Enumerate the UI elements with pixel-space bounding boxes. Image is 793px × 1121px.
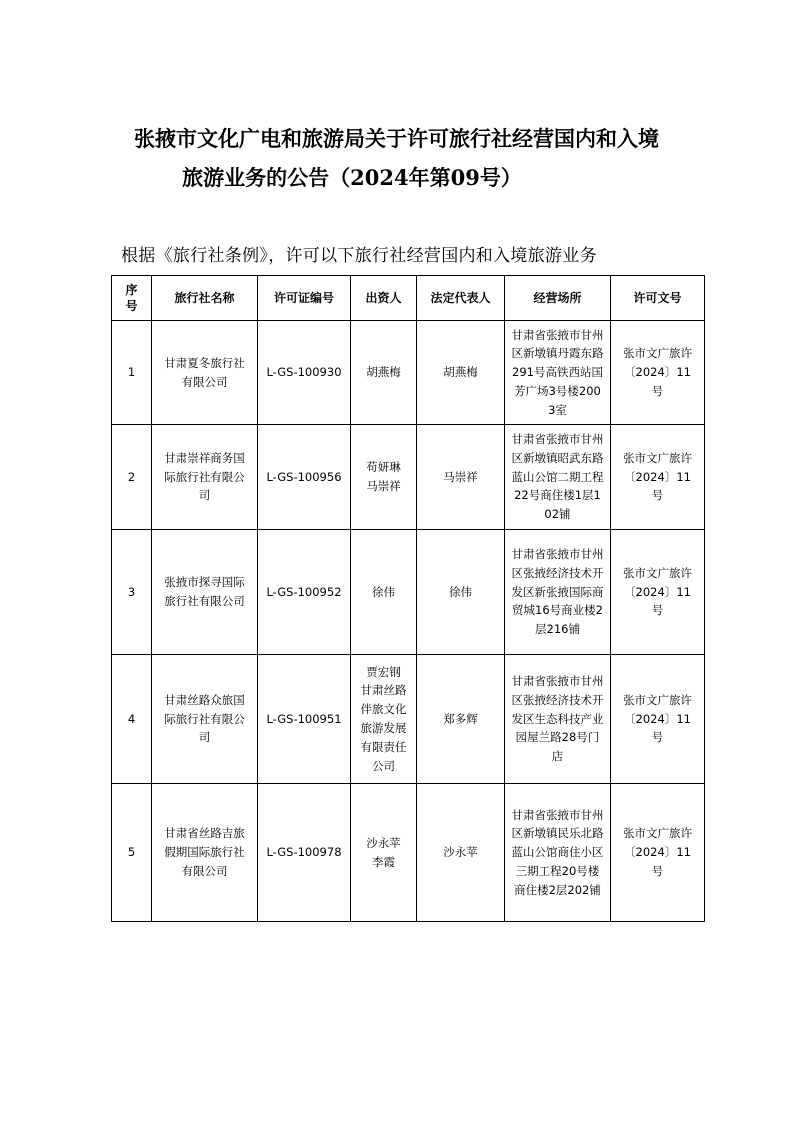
cell-legal-rep: 徐伟: [417, 530, 505, 655]
cell-address: 甘肃省张掖市甘州区张掖经济技术开发区生态科技产业园屋兰路28号门店: [505, 655, 611, 784]
table-row: [112, 784, 705, 922]
cell-legal-rep: 郑多辉: [417, 655, 505, 784]
investor: 徐伟: [372, 584, 395, 599]
table-row: [112, 321, 705, 425]
cell-permit: 张市文广旅许〔2024〕11号: [611, 425, 705, 530]
cell-investors: [351, 655, 417, 784]
investor: 贾宏钢: [366, 664, 401, 679]
cell-name: 张掖市探寻国际旅行社有限公司: [152, 530, 258, 655]
cell-legal-rep: 沙永苹: [417, 784, 505, 922]
cell-license: L-GS-100952: [258, 530, 351, 655]
header-permit: 许可文号: [611, 276, 705, 321]
cell-license: L-GS-100956: [258, 425, 351, 530]
table-row: [112, 530, 705, 655]
cell-address: 甘肃省张掖市甘州区张掖经济技术开发区新张掖国际商贸城16号商业楼2层216铺: [505, 530, 611, 655]
cell-permit: 张市文广旅许〔2024〕11号: [611, 530, 705, 655]
header-name: 旅行社名称: [152, 276, 258, 321]
cell-permit: 张市文广旅许〔2024〕11号: [611, 784, 705, 922]
header-investors: 出资人: [351, 276, 417, 321]
cell-legal-rep: 马崇祥: [417, 425, 505, 530]
cell-no: 4: [112, 655, 152, 784]
cell-license: L-GS-100978: [258, 784, 351, 922]
cell-permit: 张市文广旅许〔2024〕11号: [611, 655, 705, 784]
intro-paragraph: 根据《旅行社条例》，许可以下旅行社经营国内和入境旅游业务: [121, 246, 597, 266]
license-table: [111, 275, 705, 922]
document-title-line2: 旅游业务的公告（2024年第09号）: [182, 165, 522, 190]
cell-legal-rep: 胡燕梅: [417, 321, 505, 425]
cell-name: 甘肃省丝路吉旅假期国际旅行社有限公司: [152, 784, 258, 922]
investor: 沙永苹: [366, 835, 401, 850]
investor: 苟妍琳: [366, 460, 401, 475]
cell-address: 甘肃省张掖市甘州区新墩镇丹霞东路291号高铁西站国芳广场3号楼2003室: [505, 321, 611, 425]
table-header-row: [112, 276, 705, 321]
cell-name: 甘肃夏冬旅行社有限公司: [152, 321, 258, 425]
cell-investors: [351, 530, 417, 655]
cell-name: 甘肃崇祥商务国际旅行社有限公司: [152, 425, 258, 530]
investor: 马崇祥: [366, 479, 401, 493]
cell-address: 甘肃省张掖市甘州区新墩镇民乐北路蓝山公馆商住小区三期工程20号楼商住楼2层202铺: [505, 784, 611, 922]
cell-address: 甘肃省张掖市甘州区新墩镇昭武东路蓝山公馆二期工程22号商住楼1层102铺: [505, 425, 611, 530]
cell-permit: 张市文广旅许〔2024〕11号: [611, 321, 705, 425]
cell-no: 5: [112, 784, 152, 922]
investor: 甘肃丝路伴旅文化旅游发展有限责任公司: [360, 683, 407, 773]
document-title-line1: 张掖市文化广电和旅游局关于许可旅行社经营国内和入境: [134, 126, 659, 151]
cell-investors: [351, 425, 417, 530]
header-no: 序号: [112, 276, 152, 321]
cell-no: 1: [112, 321, 152, 425]
header-license: 许可证编号: [258, 276, 351, 321]
cell-license: L-GS-100951: [258, 655, 351, 784]
cell-no: 2: [112, 425, 152, 530]
table-row: [112, 425, 705, 530]
cell-no: 3: [112, 530, 152, 655]
header-legal-rep: 法定代表人: [417, 276, 505, 321]
investor: 李霞: [372, 854, 395, 869]
cell-investors: [351, 321, 417, 425]
cell-investors: [351, 784, 417, 922]
investor: 胡燕梅: [366, 365, 401, 380]
cell-name: 甘肃丝路众旅国际旅行社有限公司: [152, 655, 258, 784]
cell-license: L-GS-100930: [258, 321, 351, 425]
header-address: 经营场所: [505, 276, 611, 321]
table-row: [112, 655, 705, 784]
